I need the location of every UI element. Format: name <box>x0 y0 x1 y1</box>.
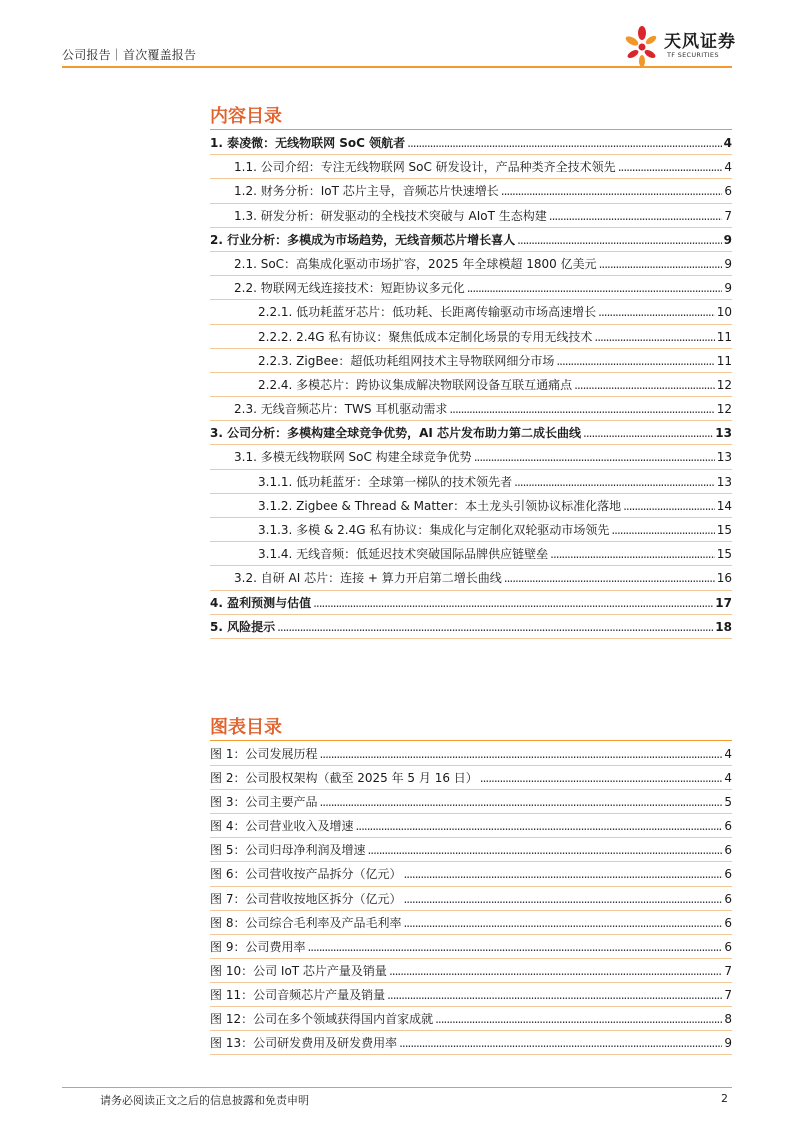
dot-leader <box>403 887 722 911</box>
figure-entry-text: 图 5：公司归母净利润及增速 <box>210 843 366 858</box>
toc-entry-page: 16 <box>716 571 732 586</box>
dot-leader <box>514 470 715 494</box>
toc-entry[interactable] <box>210 325 732 349</box>
page-number: 2 <box>721 1092 728 1105</box>
toc-title: 内容目录 <box>210 106 282 127</box>
figure-entry-text: 图 4：公司营业收入及增速 <box>210 819 354 834</box>
dot-leader <box>598 300 715 324</box>
toc-entry[interactable] <box>210 131 732 155</box>
dot-leader <box>550 542 715 566</box>
toc-entry-text: 3.1.1. 低功耗蓝牙：全球第一梯队的技术领先者 <box>258 474 513 489</box>
toc-list <box>210 131 732 639</box>
figure-entry[interactable] <box>210 959 732 983</box>
toc-entry[interactable] <box>210 228 732 252</box>
toc-entry-page: 15 <box>716 547 732 562</box>
figure-entry-page: 8 <box>724 1012 732 1027</box>
figure-entry-page: 5 <box>724 795 732 810</box>
toc-entry-page: 12 <box>716 402 732 417</box>
figure-entry-text: 图 13：公司研发费用及研发费用率 <box>210 1036 398 1051</box>
dot-leader <box>474 445 715 469</box>
figures-list <box>210 742 732 1055</box>
figure-entry[interactable] <box>210 935 732 959</box>
figure-entry-text: 图 6：公司营收按产品拆分（亿元） <box>210 867 402 882</box>
toc-entry-page: 7 <box>724 208 732 223</box>
toc-entry-text: 2. 行业分析：多模成为市场趋势，无线音频芯片增长喜人 <box>210 232 516 247</box>
toc-entry-text: 5. 风险提示 <box>210 619 276 634</box>
figure-entry-page: 6 <box>724 891 732 906</box>
figure-entry-page: 6 <box>724 867 732 882</box>
dot-leader <box>517 228 722 252</box>
toc-entry-page: 17 <box>715 595 732 610</box>
dot-leader <box>583 421 713 445</box>
toc-entry-text: 2.3. 无线音频芯片：TWS 耳机驱动需求 <box>234 402 448 417</box>
toc-entry-text: 3.2. 自研 AI 芯片：连接 + 算力开启第二增长曲线 <box>234 571 502 586</box>
toc-entry[interactable] <box>210 615 732 639</box>
figure-entry-page: 6 <box>724 939 732 954</box>
figures-title-rule <box>210 740 732 741</box>
dot-leader <box>313 591 713 615</box>
dot-leader <box>435 1007 722 1031</box>
toc-entry[interactable] <box>210 421 732 445</box>
footer-disclaimer: 请务必阅读正文之后的信息披露和免责申明 <box>100 1094 309 1107</box>
figure-entry[interactable] <box>210 1007 732 1031</box>
dot-leader <box>623 494 715 518</box>
toc-entry-page: 15 <box>716 523 732 537</box>
toc-entry-page: 4 <box>723 136 732 150</box>
figure-entry-text: 图 8：公司综合毛利率及产品毛利率 <box>210 915 402 930</box>
dot-leader <box>501 179 723 203</box>
figure-entry-text: 图 9：公司费用率 <box>210 939 306 954</box>
dot-leader <box>355 814 722 838</box>
dot-leader <box>387 983 722 1007</box>
dot-leader <box>307 935 722 959</box>
toc-entry-text: 3.1.3. 多模 & 2.4G 私有协议：集成化与定制化双轮驱动市场领先 <box>258 523 610 537</box>
toc-entry[interactable] <box>210 518 732 542</box>
toc-entry[interactable] <box>210 276 732 300</box>
dot-leader <box>618 155 723 179</box>
report-type-header: 公司报告｜首次覆盖报告 <box>62 48 197 62</box>
toc-entry-page: 13 <box>715 426 732 441</box>
figure-entry-text: 图 11：公司音频芯片产量及销量 <box>210 987 386 1002</box>
toc-entry[interactable] <box>210 470 732 494</box>
toc-entry-text: 1.3. 研发分析：研发驱动的全栈技术突破与 AIoT 生态构建 <box>234 208 547 223</box>
figure-entry[interactable] <box>210 838 732 862</box>
toc-entry[interactable] <box>210 445 732 469</box>
toc-entry-page: 4 <box>724 160 732 175</box>
toc-entry[interactable] <box>210 566 732 590</box>
toc-entry-text: 1. 泰凌微：无线物联网 SoC 领航者 <box>210 136 406 150</box>
toc-entry[interactable] <box>210 373 732 397</box>
figure-entry-page: 7 <box>724 987 732 1002</box>
toc-entry-text: 2.1. SoC：高集成化驱动市场扩容，2025 年全球模超 1800 亿美元 <box>234 256 597 271</box>
figure-entry-page: 6 <box>724 843 732 858</box>
flower-logo-icon <box>620 24 664 68</box>
figure-entry-page: 7 <box>724 963 732 978</box>
toc-entry-page: 13 <box>716 474 732 489</box>
toc-entry-text: 3. 公司分析：多模构建全球竞争优势，AI 芯片发布助力第二成长曲线 <box>210 426 582 441</box>
dot-leader <box>467 276 723 300</box>
dot-leader <box>611 518 714 542</box>
figure-entry-page: 4 <box>724 747 732 761</box>
toc-title-rule <box>210 129 732 130</box>
toc-entry[interactable] <box>210 155 732 179</box>
figure-entry-text: 图 3：公司主要产品 <box>210 795 318 810</box>
figure-entry[interactable] <box>210 911 732 935</box>
figure-entry[interactable] <box>210 1031 732 1055</box>
toc-entry[interactable] <box>210 542 732 566</box>
figure-entry-page: 4 <box>724 771 732 786</box>
toc-entry-text: 3.1.4. 无线音频：低延迟技术突破国际品牌供应链壁垒 <box>258 547 549 562</box>
figure-entry[interactable] <box>210 814 732 838</box>
figure-entry[interactable] <box>210 766 732 790</box>
toc-entry-page: 9 <box>724 256 732 271</box>
figure-entry-text: 图 10：公司 IoT 芯片产量及销量 <box>210 963 387 978</box>
toc-entry-page: 11 <box>716 329 732 344</box>
figure-entry-page: 6 <box>724 819 732 834</box>
dot-leader <box>480 766 723 790</box>
dot-leader <box>399 1031 722 1055</box>
toc-entry-page: 6 <box>724 184 732 199</box>
dot-leader <box>319 790 722 814</box>
logo-chinese-name: 天风证券 <box>664 32 736 52</box>
toc-entry-text: 2.2. 物联网无线连接技术：短距协议多元化 <box>234 281 465 296</box>
dot-leader <box>403 862 722 886</box>
toc-entry[interactable] <box>210 252 732 276</box>
dot-leader <box>599 252 723 276</box>
figure-entry-text: 图 1：公司发展历程 <box>210 747 318 761</box>
figure-entry-page: 9 <box>724 1036 732 1051</box>
dot-leader <box>574 373 715 397</box>
toc-entry-page: 10 <box>716 305 732 320</box>
header-divider <box>62 66 732 68</box>
dot-leader <box>319 742 722 766</box>
toc-entry-text: 1.2. 财务分析：IoT 芯片主导，音频芯片快速增长 <box>234 184 499 199</box>
figure-entry-text: 图 7：公司营收按地区拆分（亿元） <box>210 891 402 906</box>
figure-entry[interactable] <box>210 983 732 1007</box>
toc-entry-page: 18 <box>715 619 732 634</box>
dot-leader <box>367 838 722 862</box>
dot-leader <box>277 615 713 639</box>
toc-entry[interactable] <box>210 494 732 518</box>
figure-entry-text: 图 2：公司股权架构（截至 2025 年 5 月 16 日） <box>210 771 478 786</box>
logo-english-name: TF SECURITIES <box>667 51 719 59</box>
figure-entry[interactable] <box>210 862 732 886</box>
toc-entry-text: 3.1. 多模无线物联网 SoC 构建全球竞争优势 <box>234 450 472 465</box>
toc-entry-text: 2.2.2. 2.4G 私有协议：聚焦低成本定制化场景的专用无线技术 <box>258 329 593 344</box>
dot-leader <box>549 204 723 228</box>
toc-entry-text: 2.2.4. 多模芯片：跨协议集成解决物联网设备互联互通痛点 <box>258 377 573 392</box>
footer-divider <box>62 1087 732 1088</box>
dot-leader <box>407 131 722 155</box>
tf-securities-logo <box>620 24 740 68</box>
toc-entry-text: 2.2.3. ZigBee：超低功耗组网技术主导物联网细分市场 <box>258 353 555 368</box>
dot-leader <box>504 566 715 590</box>
toc-entry[interactable] <box>210 349 732 373</box>
figure-entry[interactable] <box>210 742 732 766</box>
toc-entry-page: 11 <box>716 353 732 368</box>
toc-entry[interactable] <box>210 300 732 324</box>
toc-entry-page: 13 <box>716 450 732 465</box>
toc-entry[interactable] <box>210 397 732 421</box>
dot-leader <box>403 911 722 935</box>
toc-entry-text: 3.1.2. Zigbee & Thread & Matter：本土龙头引领协议标准化落地 <box>258 498 622 513</box>
toc-entry[interactable] <box>210 591 732 615</box>
dot-leader <box>449 397 714 421</box>
dot-leader <box>556 349 714 373</box>
figures-title: 图表目录 <box>210 717 282 738</box>
toc-entry-text: 4. 盈利预测与估值 <box>210 595 312 610</box>
dot-leader <box>389 959 722 983</box>
toc-entry-page: 14 <box>716 498 732 513</box>
toc-entry[interactable] <box>210 179 732 203</box>
toc-entry-page: 9 <box>723 232 732 247</box>
toc-entry-text: 2.2.1. 低功耗蓝牙芯片：低功耗、长距离传输驱动市场高速增长 <box>258 305 597 320</box>
toc-entry-page: 9 <box>724 281 732 296</box>
figure-entry-page: 6 <box>724 915 732 930</box>
toc-entry-text: 1.1. 公司介绍：专注无线物联网 SoC 研发设计，产品种类齐全技术领先 <box>234 160 616 175</box>
toc-entry[interactable] <box>210 204 732 228</box>
figure-entry[interactable] <box>210 887 732 911</box>
figure-entry-text: 图 12：公司在多个领域获得国内首家成就 <box>210 1012 434 1027</box>
figure-entry[interactable] <box>210 790 732 814</box>
dot-leader <box>594 325 714 349</box>
toc-entry-page: 12 <box>716 377 732 392</box>
